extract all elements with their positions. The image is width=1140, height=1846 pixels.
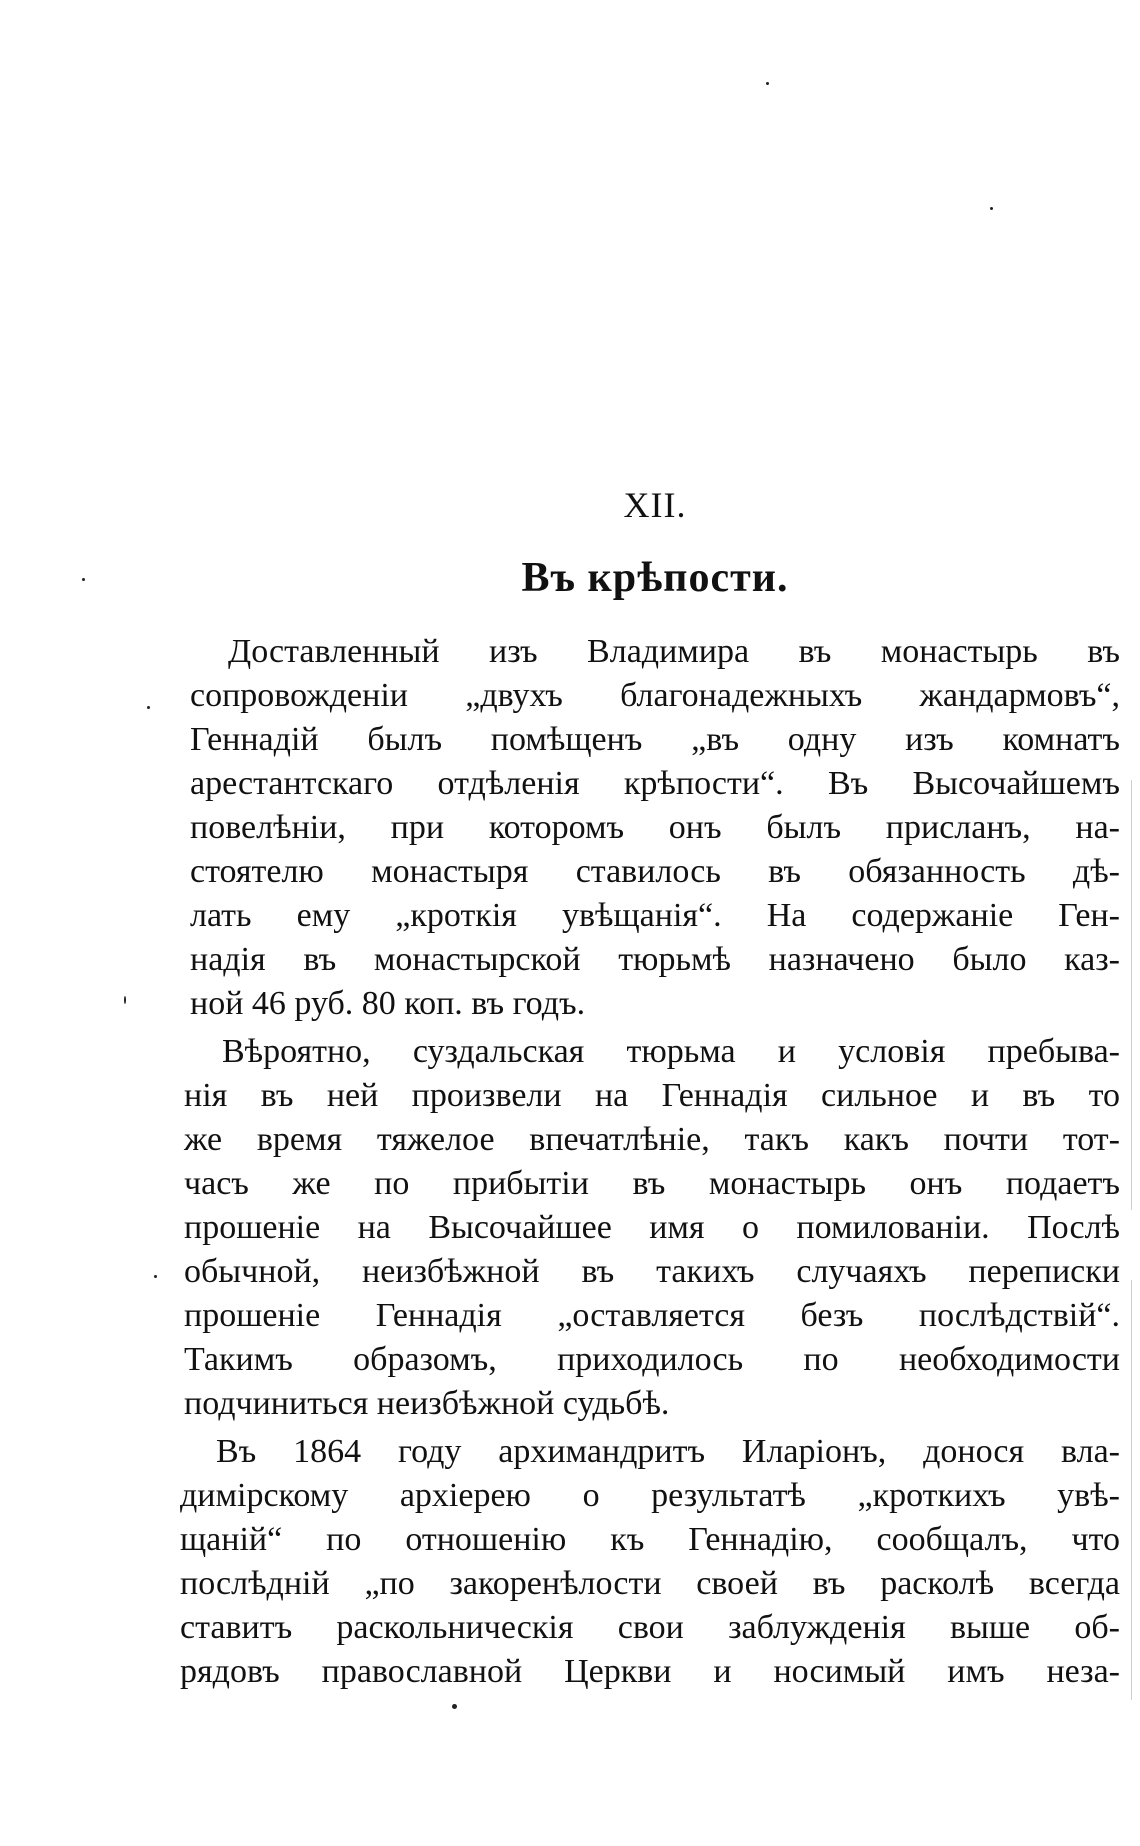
paragraph-2-line-8: Такимъ образомъ, приходилось по необходимости: [184, 1341, 1120, 1378]
paragraph-2-line-9: подчиниться неизбѣжной судьбѣ.: [184, 1385, 670, 1422]
paragraph-1-line-3: Геннадій былъ помѣщенъ „въ одну изъ комнатъ: [190, 721, 1120, 758]
paragraph-3-line-4: послѣдній „по закоренѣлости своей въ расколѣ всегда: [180, 1565, 1120, 1602]
scan-speck: [124, 996, 126, 1004]
paragraph-1-line-9: ной 46 руб. 80 коп. въ годъ.: [190, 985, 586, 1022]
paragraph-1-line-8: надія въ монастырской тюрьмѣ назначено было каз-: [190, 941, 1120, 978]
scan-edge-shadow: [1131, 1280, 1132, 1700]
paragraph-1-line-1: Доставленный изъ Владимира въ монастырь въ: [228, 633, 1120, 670]
paragraph-2-line-2: нія въ ней произвели на Геннадія сильное и въ то: [184, 1077, 1120, 1114]
paragraph-2-line-5: прошеніе на Высочайшее имя о помилованіи. Послѣ: [184, 1209, 1120, 1246]
scan-speck: [452, 1704, 457, 1709]
paragraph-1-line-7: лать ему „кроткія увѣщанія“. На содержаніе Ген-: [190, 897, 1120, 934]
paragraph-2-line-7: прошеніе Геннадія „оставляется безъ послѣдствій“.: [184, 1297, 1120, 1334]
paragraph-2-line-1: Вѣроятно, суздальская тюрьма и условія пребыва-: [222, 1033, 1120, 1070]
paragraph-1-line-5: повелѣніи, при которомъ онъ былъ присланъ, на-: [190, 809, 1120, 846]
paragraph-2-line-4: часъ же по прибытіи въ монастырь онъ подаетъ: [184, 1165, 1120, 1202]
scan-speck: [990, 207, 993, 210]
scan-edge-shadow: [1131, 780, 1132, 1210]
paragraph-2-line-6: обычной, неизбѣжной въ такихъ случаяхъ переписки: [184, 1253, 1120, 1290]
paragraph-2-line-3: же время тяжелое впечатлѣніе, такъ какъ почти тот-: [184, 1121, 1120, 1158]
scan-speck: [147, 706, 150, 709]
paragraph-3-line-6: рядовъ православной Церкви и носимый имъ неза-: [180, 1653, 1120, 1690]
paragraph-1-line-2: сопровожденіи „двухъ благонадежныхъ жандармовъ“,: [190, 677, 1120, 714]
paragraph-1-line-6: стоятелю монастыря ставилось въ обязанность дѣ-: [190, 853, 1120, 890]
paragraph-3-line-1: Въ 1864 году архимандритъ Иларіонъ, донося вла-: [216, 1433, 1120, 1470]
paragraph-3-line-5: ставитъ раскольническія свои заблужденія выше об-: [180, 1609, 1120, 1646]
paragraph-3-line-2: димірскому архіерею о результатѣ „кроткихъ увѣ-: [180, 1477, 1120, 1514]
chapter-title: Въ крѣпости.: [521, 555, 789, 601]
chapter-number: XII.: [623, 485, 687, 525]
paragraph-1-line-4: арестантскаго отдѣленія крѣпости“. Въ Высочайшемъ: [190, 765, 1120, 802]
paragraph-3-line-3: щаній“ по отношенію къ Геннадію, сообщалъ, что: [180, 1521, 1120, 1558]
scan-speck: [154, 1275, 157, 1278]
scan-speck: [82, 578, 85, 581]
scan-speck: [766, 82, 769, 85]
